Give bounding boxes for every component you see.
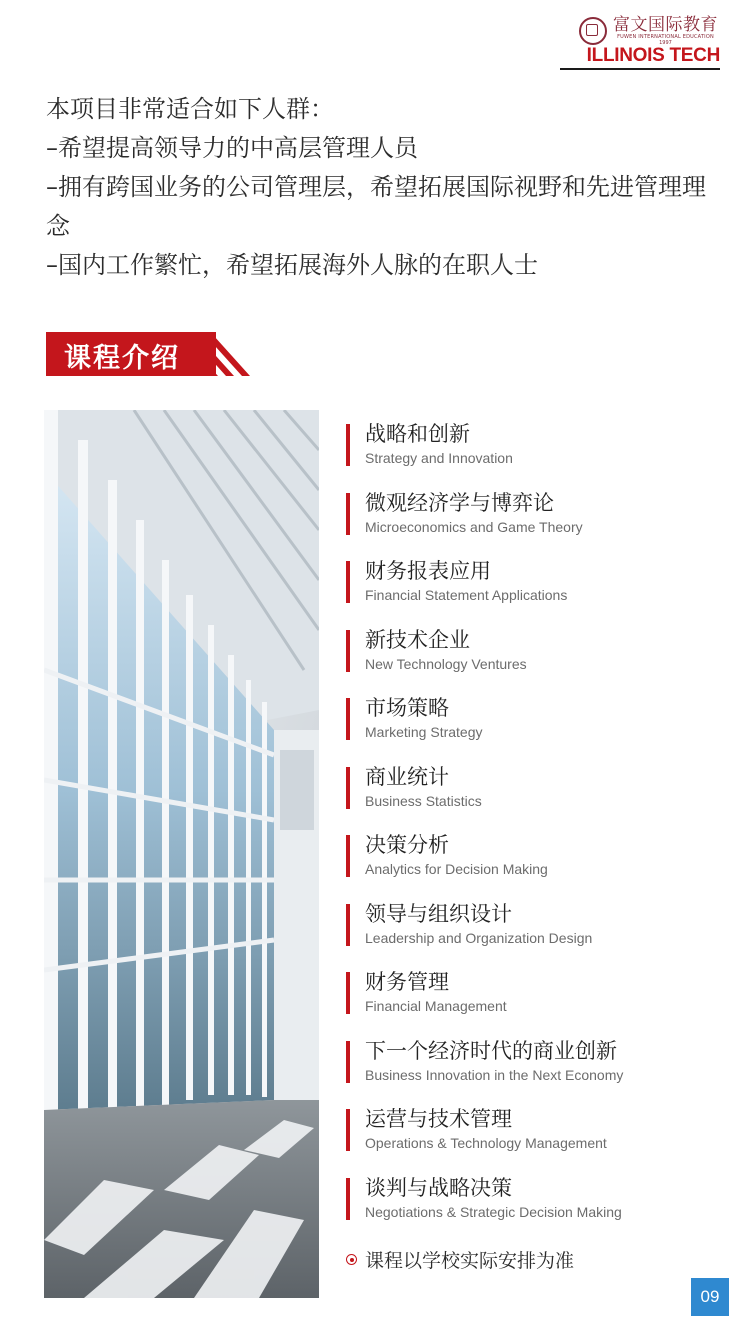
course-name-cn: 市场策略 — [365, 696, 449, 720]
course-marker — [346, 630, 350, 672]
course-item — [346, 1174, 726, 1243]
section-heading — [46, 332, 286, 376]
course-name-cn: 财务报表应用 — [365, 559, 491, 583]
course-item — [346, 694, 726, 763]
course-name-cn: 战略和创新 — [365, 422, 470, 446]
intro-line: 本项目非常适合如下人群： — [46, 95, 334, 123]
course-item — [346, 831, 726, 900]
course-name-cn: 新技术企业 — [365, 627, 470, 652]
course-marker — [346, 835, 350, 877]
course-name-cn: 决策分析 — [365, 833, 449, 857]
course-item — [346, 626, 726, 695]
fuwen-logo — [579, 16, 718, 46]
course-item — [346, 489, 726, 558]
course-item — [346, 420, 726, 489]
course-name-cn: 下一个经济时代的商业创新 — [365, 1038, 617, 1063]
course-name-cn: 运营与技术管理 — [365, 1107, 512, 1131]
course-item — [346, 1037, 726, 1106]
page-number-badge: 09 — [691, 1278, 729, 1316]
illinois-tech-logo: ILLINOIS TECH — [586, 45, 720, 66]
course-name-cn: 微观经济学与博弈论 — [365, 490, 554, 515]
course-marker — [346, 1109, 350, 1151]
course-name-en: Operations & Technology Management — [365, 1135, 607, 1151]
course-name-cn: 商业统计 — [365, 764, 449, 789]
course-item — [346, 968, 726, 1037]
course-item — [346, 763, 726, 832]
course-marker — [346, 904, 350, 946]
course-name-en: Microeconomics and Game Theory — [365, 518, 583, 535]
course-name-en: Analytics for Decision Making — [365, 861, 548, 877]
course-marker — [346, 493, 350, 535]
target-dot-icon — [346, 1254, 357, 1265]
course-name-en: Marketing Strategy — [365, 724, 483, 740]
target-audience — [46, 90, 716, 285]
course-name-en: Strategy and Innovation — [365, 450, 513, 466]
course-name-en: Financial Management — [365, 998, 507, 1014]
fuwen-seal-icon — [579, 17, 607, 45]
course-marker — [346, 767, 350, 809]
course-marker — [346, 561, 350, 603]
building-illustration — [44, 410, 319, 1298]
intro-line: –拥有跨国业务的公司管理层，希望拓展国际视野和先进管理理念 — [46, 173, 706, 240]
fuwen-logo-text: 富文国际教育 — [613, 15, 718, 35]
course-name-cn: 财务管理 — [365, 970, 449, 994]
course-item — [346, 900, 726, 969]
course-item — [346, 557, 726, 626]
course-name-en: Negotiations & Strategic Decision Making — [365, 1203, 622, 1220]
course-marker — [346, 424, 350, 466]
schedule-note — [346, 1246, 574, 1273]
fuwen-logo-year: 1997 — [659, 40, 672, 46]
intro-line: –国内工作繁忙，希望拓展海外人脉的在职人士 — [46, 251, 538, 279]
header-divider — [560, 68, 720, 70]
course-marker — [346, 1041, 350, 1083]
course-marker — [346, 1178, 350, 1220]
section-title: 课程介绍 — [64, 343, 180, 374]
course-marker — [346, 972, 350, 1014]
course-name-cn: 领导与组织设计 — [365, 901, 512, 926]
course-name-en: New Technology Ventures — [365, 655, 527, 672]
course-name-en: Business Innovation in the Next Economy — [365, 1066, 624, 1083]
intro-line: –希望提高领导力的中高层管理人员 — [46, 134, 418, 162]
course-name-cn: 谈判与战略决策 — [365, 1175, 512, 1200]
course-name-en: Leadership and Organization Design — [365, 929, 593, 946]
course-name-en: Financial Statement Applications — [365, 587, 568, 603]
fuwen-logo-subtext: FUWEN INTERNATIONAL EDUCATION — [617, 34, 714, 40]
schedule-note-text: 课程以学校实际安排为准 — [365, 1250, 575, 1272]
course-name-en: Business Statistics — [365, 792, 482, 809]
course-item — [346, 1105, 726, 1174]
course-list — [346, 420, 726, 1242]
course-marker — [346, 698, 350, 740]
building-interior-image — [44, 410, 319, 1298]
